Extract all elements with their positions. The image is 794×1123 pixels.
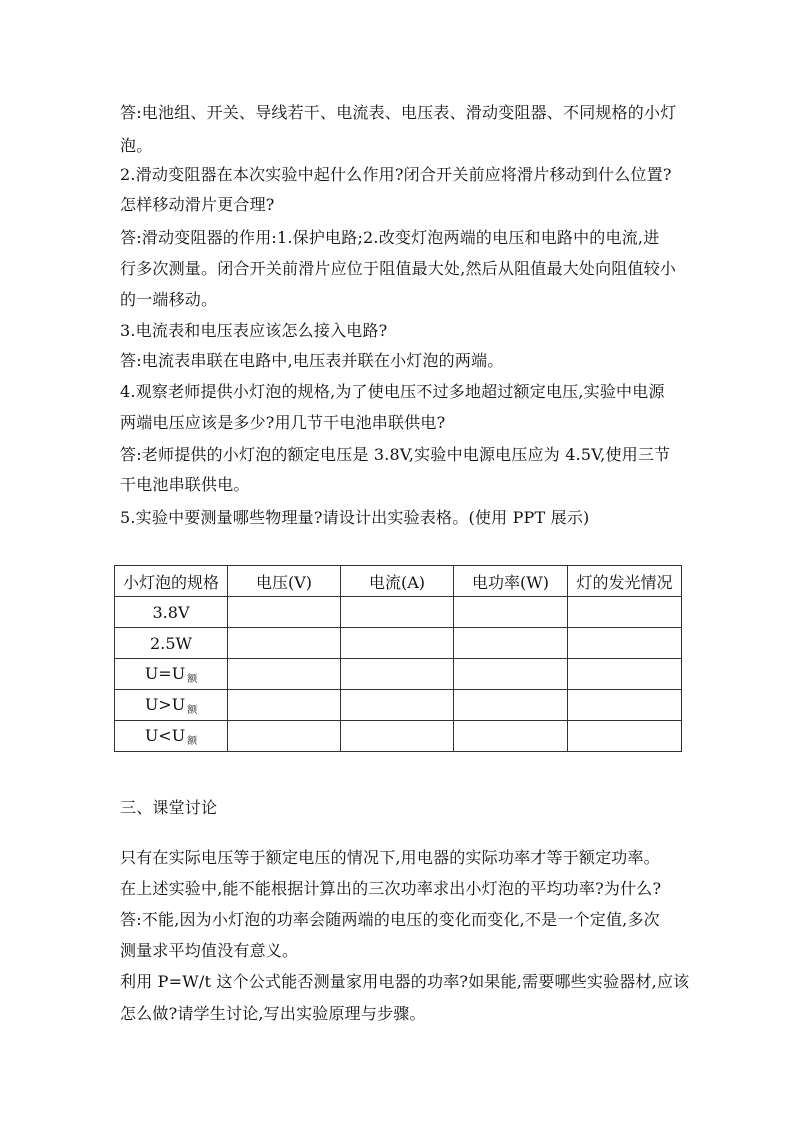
table-header-cell: 灯的发光情况 (568, 566, 682, 597)
question-3-line: 3.电流表和电压表应该怎么接入电路? (120, 321, 388, 340)
discussion-answer-line: 答:不能,因为小灯泡的功率会随两端的电压的变化而变化,不是一个定值,多次 (120, 910, 660, 929)
table-cell (568, 690, 682, 721)
table-cell (228, 721, 341, 752)
table-cell (454, 628, 568, 659)
row-label: 3.8V (115, 597, 228, 628)
answer-4-line: 答:老师提供的小灯泡的额定电压是 3.8V,实验中电源电压应为 4.5V,使用三节 (120, 445, 671, 464)
discussion-question-line: 利用 P=W/t 这个公式能否测量家用电器的功率?如果能,需要哪些实验器材,应该 (120, 972, 690, 991)
discussion-question-line: 在上述实验中,能不能根据计算出的三次功率求出小灯泡的平均功率?为什么? (120, 879, 662, 898)
answer-4-line-cont: 干电池串联供电。 (120, 475, 250, 494)
answer-2-line: 答:滑动变阻器的作用:1.保护电路;2.改变灯泡两端的电压和电路中的电流,进 (120, 228, 660, 247)
table-header-cell: 电流(A) (341, 566, 454, 597)
subscript: 额 (187, 704, 198, 716)
table-header-cell: 电功率(W) (454, 566, 568, 597)
table-cell (341, 597, 454, 628)
answer-3-line: 答:电流表串联在电路中,电压表并联在小灯泡的两端。 (120, 351, 504, 370)
row-label: U<U $_额$ (115, 721, 228, 752)
table-cell (341, 659, 454, 690)
experiment-table (114, 565, 682, 752)
table-cell (341, 628, 454, 659)
table-cell (228, 690, 341, 721)
table-header-row (115, 566, 682, 597)
table-cell (341, 690, 454, 721)
subscript: 额 (187, 673, 198, 685)
table-row (115, 690, 682, 721)
table-row (115, 659, 682, 690)
table-cell (568, 628, 682, 659)
answer-1-line-cont: 泡。 (120, 136, 153, 155)
discussion-line: 只有在实际电压等于额定电压的情况下,用电器的实际功率才等于额定功率。 (120, 848, 660, 867)
table-header-cell: 小灯泡的规格 (115, 566, 228, 597)
table-cell (454, 597, 568, 628)
table-cell (568, 597, 682, 628)
question-2-line-cont: 怎样移动滑片更合理? (120, 195, 275, 214)
table-row (115, 597, 682, 628)
table-row (115, 721, 682, 752)
subscript: 额 (187, 735, 198, 747)
discussion-answer-line-cont: 测量求平均值没有意义。 (120, 941, 299, 960)
table-cell (568, 659, 682, 690)
table-cell (454, 690, 568, 721)
row-label: U>U $_额$ (115, 690, 228, 721)
table-header-cell: 电压(V) (228, 566, 341, 597)
answer-1-line: 答:电池组、开关、导线若干、电流表、电压表、滑动变阻器、不同规格的小灯 (120, 103, 677, 122)
table-cell (454, 721, 568, 752)
table-cell (568, 721, 682, 752)
section-heading: 三、课堂讨论 (120, 798, 218, 817)
row-label: U=U $_额$ (115, 659, 228, 690)
table-cell (228, 659, 341, 690)
table-row (115, 628, 682, 659)
table-cell (341, 721, 454, 752)
row-label: 2.5W (115, 628, 228, 659)
question-4-line-cont: 两端电压应该是多少?用几节干电池串联供电? (120, 413, 446, 432)
question-5-line: 5.实验中要测量哪些物理量?请设计出实验表格。(使用 PPT 展示) (120, 508, 590, 527)
question-2-line: 2.滑动变阻器在本次实验中起什么作用?闭合开关前应将滑片移动到什么位置? (120, 165, 672, 184)
table-cell (454, 659, 568, 690)
answer-2-line-cont: 行多次测量。闭合开关前滑片应位于阻值最大处,然后从阻值最大处向阻值较小 (120, 259, 677, 278)
question-4-line: 4.观察老师提供小灯泡的规格,为了使电压不过多地超过额定电压,实验中电源 (120, 382, 665, 401)
discussion-question-line-cont: 怎么做?请学生讨论,写出实验原理与步骤。 (120, 1004, 426, 1023)
table-cell (228, 628, 341, 659)
answer-2-line-cont: 的一端移动。 (120, 290, 218, 309)
table-cell (228, 597, 341, 628)
